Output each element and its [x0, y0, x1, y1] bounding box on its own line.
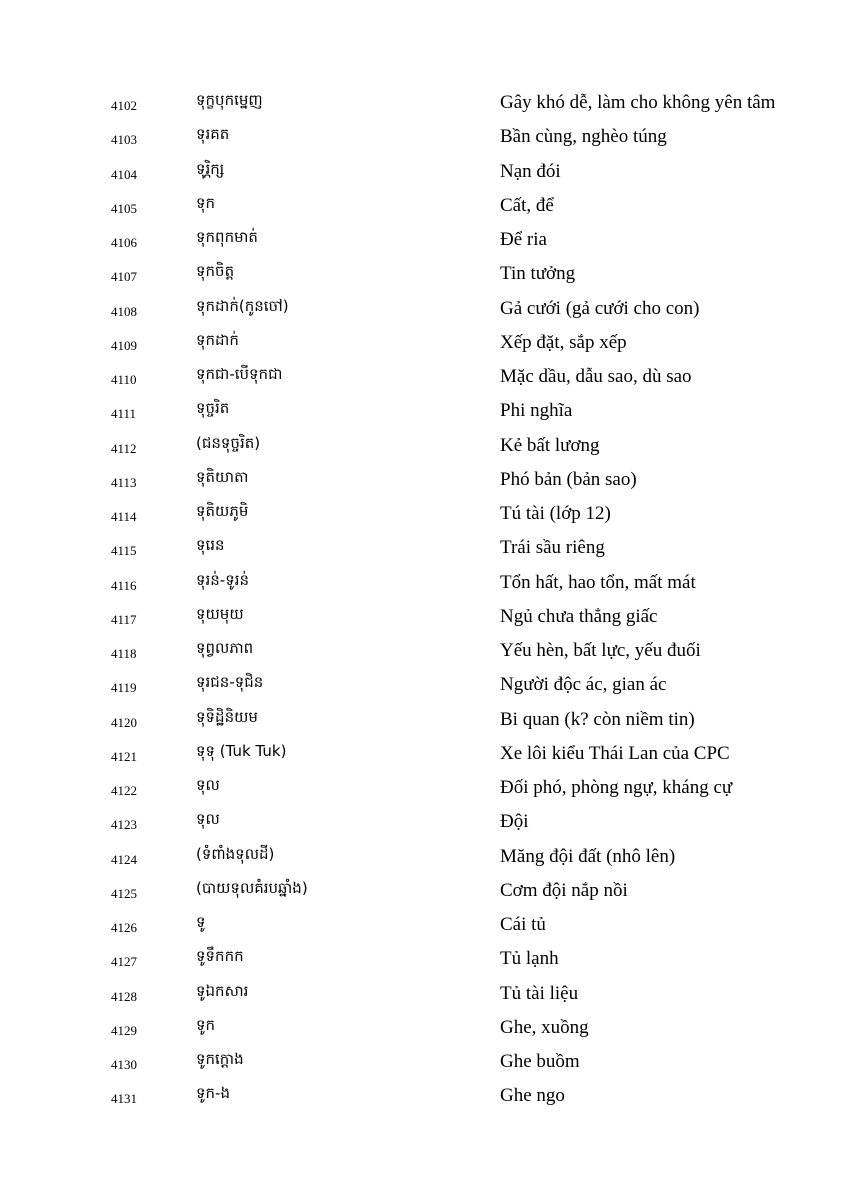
khmer-term: ទុល [196, 810, 220, 829]
entry-number: 4102 [111, 98, 137, 113]
entry-number: 4113 [111, 474, 137, 490]
dictionary-entry [0, 874, 848, 908]
entry-number: 4118 [111, 646, 137, 661]
vietnamese-meaning: Ngủ chưa thẳng giấc [500, 605, 658, 627]
entry-number: 4104 [111, 166, 137, 182]
khmer-term: ទូ [196, 913, 206, 931]
khmer-term: ទុច្ចរិត [196, 399, 230, 418]
vietnamese-meaning: Tủ lạnh [500, 948, 559, 970]
dictionary-entry [0, 189, 848, 223]
dictionary-entry [0, 360, 848, 394]
dictionary-entry [0, 908, 848, 942]
dictionary-entry [0, 463, 848, 497]
vietnamese-meaning: Cất, để [500, 194, 554, 216]
vietnamese-meaning: Gả cưới (gả cưới cho con) [500, 297, 700, 319]
vietnamese-meaning: Nạn đói [500, 160, 561, 182]
khmer-term: ទូកក្ដោង [196, 1050, 244, 1068]
khmer-term: ទូឯកសារ [196, 981, 249, 1000]
khmer-term: ទុរ្ភិក្ស [196, 159, 225, 178]
entry-number: 4124 [111, 851, 137, 867]
vietnamese-meaning: Xe lôi kiểu Thái Lan của CPC [500, 742, 730, 764]
dictionary-entry [0, 600, 848, 634]
vietnamese-meaning: Bần cùng, nghèo túng [500, 126, 667, 148]
vietnamese-meaning: Tin tưởng [500, 263, 576, 285]
vietnamese-meaning: Để ria [500, 229, 547, 250]
entry-number: 4131 [111, 1091, 137, 1107]
khmer-term: (បាយទុលគំរបឆ្នាំង) [196, 878, 308, 897]
vietnamese-meaning: Tổn hất, hao tổn, mất mát [500, 571, 696, 593]
dictionary-entry [0, 120, 848, 154]
dictionary-entry [0, 394, 848, 428]
khmer-term: ទុកដាក់ [196, 330, 239, 349]
entry-number: 4116 [111, 577, 137, 593]
vietnamese-meaning: Mặc dầu, dẫu sao, dù sao [500, 366, 692, 387]
khmer-term: (ទំពាំងទុលដី) [196, 844, 275, 863]
khmer-term: ទុកជា-បើទុកជា [196, 365, 283, 383]
khmer-term: ទុល [196, 776, 220, 794]
vietnamese-meaning: Tú tài (lớp 12) [500, 503, 611, 524]
entry-number: 4130 [111, 1057, 137, 1072]
vietnamese-meaning: Xếp đặt, sắp xếp [500, 331, 627, 353]
entry-number: 4115 [111, 543, 137, 559]
entry-number: 4121 [111, 748, 137, 764]
dictionary-entry [0, 942, 848, 976]
vietnamese-meaning: Kẻ bất lương [500, 434, 600, 456]
entry-number: 4120 [111, 714, 137, 730]
entry-list [0, 86, 848, 1114]
dictionary-entry [0, 566, 848, 600]
khmer-term: ទុទិដ្ឋិនិយម [196, 707, 258, 726]
entry-number: 4129 [111, 1022, 137, 1038]
vietnamese-meaning: Ghe buồm [500, 1051, 580, 1072]
entry-number: 4127 [111, 954, 137, 970]
dictionary-entry [0, 429, 848, 463]
dictionary-entry [0, 531, 848, 565]
dictionary-entry [0, 771, 848, 805]
vietnamese-meaning: Cơm đội nắp nồi [500, 879, 628, 901]
dictionary-entry [0, 805, 848, 839]
entry-number: 4111 [111, 406, 137, 422]
khmer-term: ទុតិយភូមិ [196, 502, 249, 520]
dictionary-entry [0, 840, 848, 874]
entry-number: 4117 [111, 611, 137, 627]
dictionary-entry [0, 634, 848, 668]
khmer-term: ទុរគត [196, 125, 230, 144]
khmer-term: ទុទុ (Tuk Tuk) [196, 741, 287, 760]
khmer-term: ទុកចិត្ត [196, 262, 235, 281]
dictionary-entry [0, 1045, 848, 1079]
vietnamese-meaning: Cái tủ [500, 914, 546, 935]
dictionary-entry [0, 497, 848, 531]
khmer-term: ទូទឹកកក [196, 947, 244, 966]
vietnamese-meaning: Phó bản (bản sao) [500, 468, 637, 490]
vietnamese-meaning: Gây khó dễ, làm cho không yên tâm [500, 92, 776, 113]
khmer-term: ទុតិយាតា [196, 467, 249, 486]
vietnamese-meaning: Người độc ác, gian ác [500, 674, 667, 696]
entry-number: 4126 [111, 920, 137, 935]
entry-number: 4123 [111, 817, 137, 833]
dictionary-entry [0, 223, 848, 257]
khmer-term: ទុយមុយ [196, 604, 244, 623]
dictionary-entry [0, 1011, 848, 1045]
vietnamese-meaning: Yếu hèn, bất lực, yếu đuối [500, 640, 701, 661]
entry-number: 4105 [111, 200, 137, 216]
entry-number: 4122 [111, 783, 137, 798]
dictionary-entry [0, 668, 848, 702]
dictionary-entry [0, 1079, 848, 1113]
khmer-term: ទុកដាក់(កូនចៅ) [196, 296, 289, 315]
dictionary-entry [0, 257, 848, 291]
entry-number: 4128 [111, 988, 137, 1004]
vietnamese-meaning: Măng đội đất (nhô lên) [500, 845, 676, 867]
vietnamese-meaning: Ghe, xuồng [500, 1016, 589, 1038]
vietnamese-meaning: Đội [500, 811, 529, 833]
khmer-term: ទូក-ង [196, 1084, 230, 1103]
dictionary-entry [0, 292, 848, 326]
khmer-term: ទុព្វលភាព [196, 639, 254, 657]
vietnamese-meaning: Đối phó, phòng ngự, kháng cự [500, 777, 733, 798]
entry-number: 4103 [111, 132, 137, 148]
vietnamese-meaning: Ghe ngo [500, 1085, 565, 1107]
khmer-term: ទុរជន-ទុជិន [196, 673, 264, 692]
dictionary-entry [0, 737, 848, 771]
dictionary-entry [0, 977, 848, 1011]
dictionary-entry [0, 86, 848, 120]
entry-number: 4112 [111, 440, 137, 456]
khmer-term: ទុកពុកមាត់ [196, 228, 258, 246]
vietnamese-meaning: Tủ tài liệu [500, 982, 579, 1004]
entry-number: 4114 [111, 509, 137, 524]
khmer-term: (ជនទុច្ចរិត) [196, 433, 261, 452]
dictionary-entry [0, 326, 848, 360]
entry-number: 4110 [111, 372, 137, 387]
vietnamese-meaning: Phi nghĩa [500, 400, 573, 422]
khmer-term: ទុរេន [196, 536, 225, 555]
entry-number: 4125 [111, 885, 137, 901]
dictionary-entry [0, 155, 848, 189]
khmer-term: ទូក [196, 1015, 216, 1034]
entry-number: 4107 [111, 269, 137, 285]
khmer-term: ទុរន់-ទូរន់ [196, 570, 250, 589]
dictionary-entry [0, 703, 848, 737]
khmer-term: ទុក្ខបុកម្នេញ [196, 91, 263, 109]
entry-number: 4106 [111, 235, 137, 250]
entry-number: 4108 [111, 303, 137, 319]
vietnamese-meaning: Bi quan (k? còn niềm tin) [500, 708, 695, 730]
khmer-term: ទុក [196, 193, 216, 212]
entry-number: 4109 [111, 337, 137, 353]
vietnamese-meaning: Trái sầu riêng [500, 537, 605, 559]
entry-number: 4119 [111, 680, 137, 696]
